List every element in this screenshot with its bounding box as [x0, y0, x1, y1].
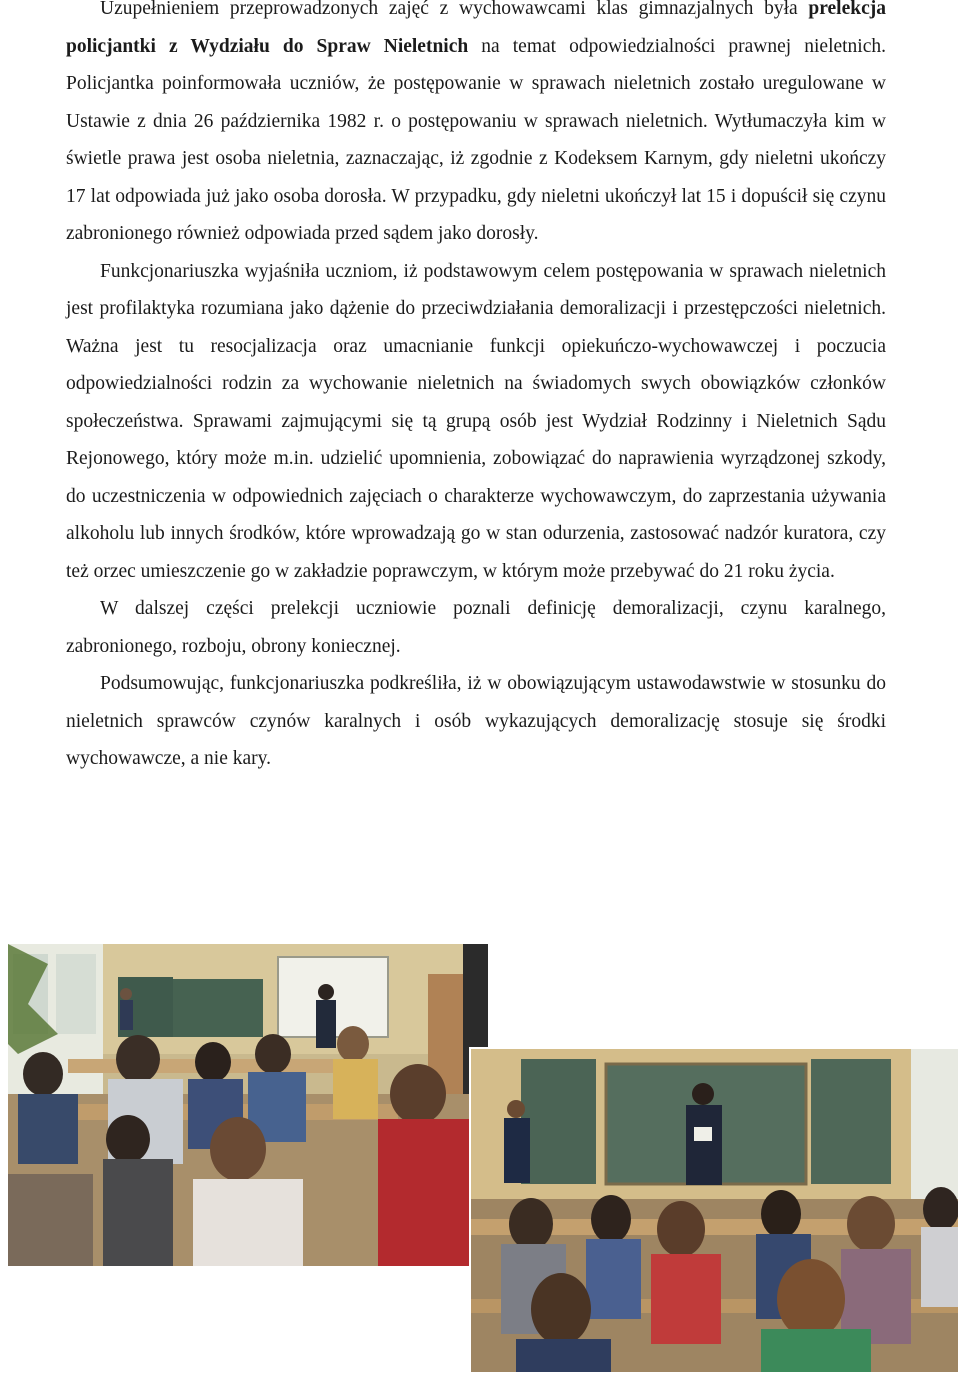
classroom-photo-icon	[471, 1049, 958, 1372]
classroom-photo-icon	[8, 944, 488, 1266]
paragraph-4: Podsumowując, funkcjonariuszka podkreśliła, iż w obowiązującym ustawodawstwie w stosunku do nieletnich sprawców czynów karalnych i osób wykazujących demoralizację stosuje się środki wychowawcze, a nie kary.	[66, 673, 886, 769]
classroom-photo-2	[469, 1047, 958, 1372]
classroom-photo-1	[8, 944, 488, 1266]
paragraph-3: W dalszej części prelekcji uczniowie poznali definicję demoralizacji, czynu karalnego, zabronionego, rozboju, obrony koniecznej.	[66, 598, 886, 657]
article-body	[66, 0, 886, 778]
paragraph-1	[66, 0, 886, 253]
paragraph-2: Funkcjonariuszka wyjaśniła uczniom, iż podstawowym celem postępowania w sprawach nieletnich jest profilaktyka rozumiana jako dążenie do przeciwdziałania demoralizacji i przestępczości nieletnich. Ważna jest tu resocjalizacja oraz umacnianie funkcji opiekuńczo-wychowawczej i poczucia odpowiedzialności rodzin za wychowanie nieletnich na świadomych swych obowiązków członków społeczeństwa. Sprawami zajmującymi się tą grupą osób jest Wydział Rodzinny i Nieletnich Sądu Rejonowego, który może m.in. udzielić upomnienia, zobowiązać do naprawienia wyrządzonej szkody, do uczestniczenia w odpowiednich zajęciach o charakterze wychowawczym, do zaprzestania używania alkoholu lub innych środków, które wprowadzają go w stan odurzenia, zastosować nadzór kuratora, czy też orzec umieszczenie go w zakładzie poprawczym, w którym może przebywać do 21 roku życia.	[66, 260, 886, 582]
paragraph-1-rest: na temat odpowiedzialności prawnej nieletnich. Policjantka poinformowała uczniów, że postępowanie w sprawach nieletnich zostało uregulowane w Ustawie z dnia 26 października 1982 r. o postępowaniu w sprawach nieletnich. Wytłumaczyła kim w świetle prawa jest osoba nieletnia, zaznaczając, iż zgodnie z Kodeksem Karnym, gdy nieletni ukończy 17 lat odpowiada już jako osoba dorosła. W przypadku, gdy nieletni ukończył lat 15 i dopuścił się czynu zabronionego również odpowiada przed sądem jako dorosły.	[66, 35, 887, 244]
paragraph-1-bold: prelekcja policjantki z Wydziału do Spraw Nieletnich	[66, 0, 886, 57]
paragraph-1-intro: Uzupełnieniem przeprowadzonych zajęć z wychowawcami klas gimnazjalnych była	[100, 0, 809, 19]
